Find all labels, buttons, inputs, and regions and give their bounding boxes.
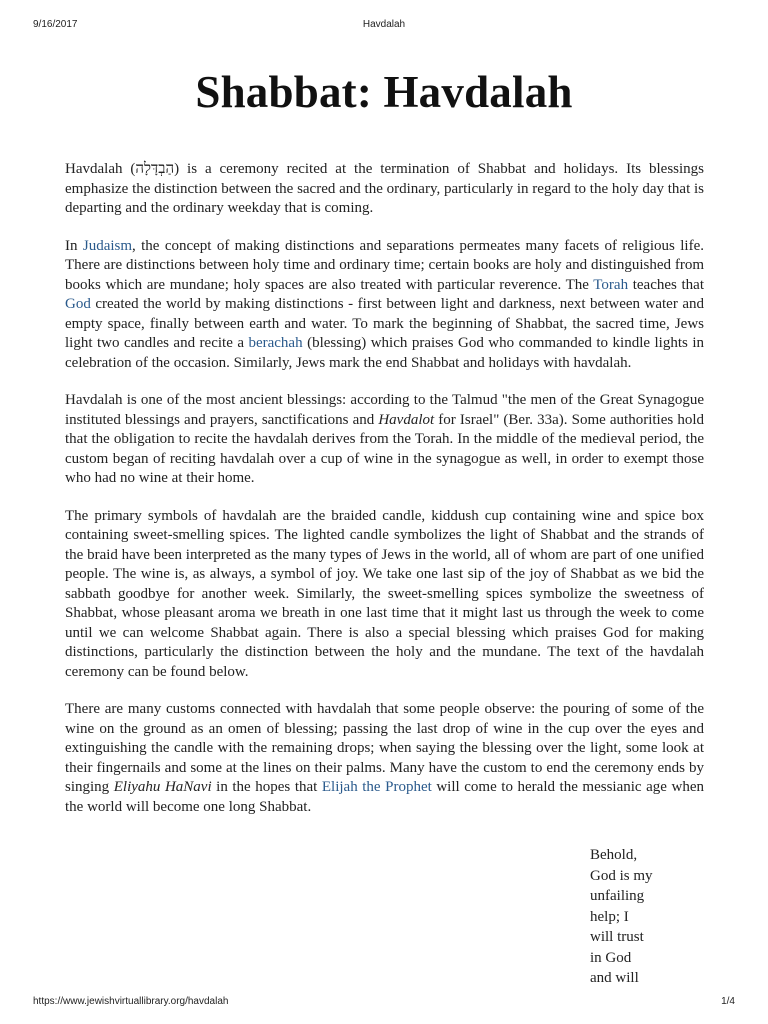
link-god[interactable]: God	[65, 296, 91, 312]
aside-line: Behold,	[590, 847, 638, 863]
print-date: 9/16/2017	[33, 19, 78, 30]
aside-line: God is my	[590, 867, 653, 884]
aside-line: in God	[590, 949, 632, 966]
paragraph-symbols: The primary symbols of havdalah are the braided candle, kiddush cup containing wine and spice box containing sweet-smelling spices. The lighted candle symbolizes the light of Shabbat and the strands of the braid have been interpreted as the many types of Jews in the world, all of whom are part of one unified people. The wine is, as always, a symbol of joy. We take one last sip of the joy of Shabbat as we bid the sabbath goodbye for another week. Similarly, the sweet-smelling spices symbolize the sweetness of Shabbat, whose pleasant aroma we breath in one last time that it might last us through the week to come until we can welcome Shabbat again. There is also a special blessing which praises God for making distinctions, particularly the distinction between the holy and the mundane. The text of the havdalah ceremony can be found below.	[65, 507, 704, 680]
print-header-title: Havdalah	[362, 19, 406, 30]
aside-line: unfailing	[590, 888, 645, 904]
aside-line: help; I	[590, 908, 629, 925]
article-body	[65, 160, 704, 835]
paragraph-distinctions: In Judaism, the concept of making distinctions and separations permeates many facets of religious life. There are distinctions between holy time and ordinary time; certain books are holy and distinguished from books which are mundane; holy spaces are also treated with particular reverence. The Torah teaches that God created the world by making distinctions - first between light and darkness, next between water and empty space, finally between earth and water. To mark the beginning of Shabbat, the sacred time, Jews light two candles and recite a berachah (blessing) which praises God who commanded to kindle lights in celebration of the occasion. Similarly, Jews mark the end Shabbat and holidays with havdalah.	[65, 237, 704, 371]
aside-line: will trust	[590, 929, 644, 945]
print-footer	[33, 996, 735, 1010]
hebrew-term: הַבְדָּלָה	[135, 161, 175, 177]
paragraph-history: Havdalah is one of the most ancient blessings: according to the Talmud "the men of the Great Synagogue instituted blessings and prayers, sanctifications and Havdalot for Israel" (Ber. 33a). Some authorities hold that the obligation to recite the havdalah derives from the Torah. In the middle of the medieval period, the custom began of reciting havdalah over a cup of wine in the synagogue as well, in order to exempt those who had no wine at their home.	[65, 392, 704, 486]
link-judaism[interactable]: Judaism	[82, 237, 133, 254]
blessing-text-column	[590, 845, 680, 989]
link-elijah-the-prophet[interactable]: Elijah the Prophet	[321, 779, 432, 795]
print-header	[33, 19, 735, 33]
footer-url: https://www.jewishvirtuallibrary.org/havdalah	[33, 996, 229, 1007]
paragraph-customs: There are many customs connected with havdalah that some people observe: the pouring of some of the wine on the ground as an omen of blessing; passing the last drop of wine in the cup over the eyes and extinguishing the candle with the remaining drops; when saying the blessing over the light, some look at their fingernails and some at the lines on their palms. Many have the custom to end the ceremony ends by singing Eliyahu HaNavi in the hopes that Elijah the Prophet will come to herald the messianic age when the world will become one long Shabbat.	[65, 701, 704, 815]
paragraph-intro: Havdalah (הַבְדָּלָה) is a ceremony recited at the termination of Shabbat and holidays. Its blessings emphasize the distinction between the sacred and the ordinary, particularly in regard to the holy day that is departing and the ordinary weekday that is coming.	[65, 161, 704, 216]
aside-line: and will	[590, 970, 639, 986]
page-title: Shabbat: Havdalah	[195, 67, 573, 117]
link-torah[interactable]: Torah	[593, 276, 629, 293]
link-berachah[interactable]: berachah	[248, 335, 303, 351]
page-number: 1/4	[721, 996, 735, 1007]
